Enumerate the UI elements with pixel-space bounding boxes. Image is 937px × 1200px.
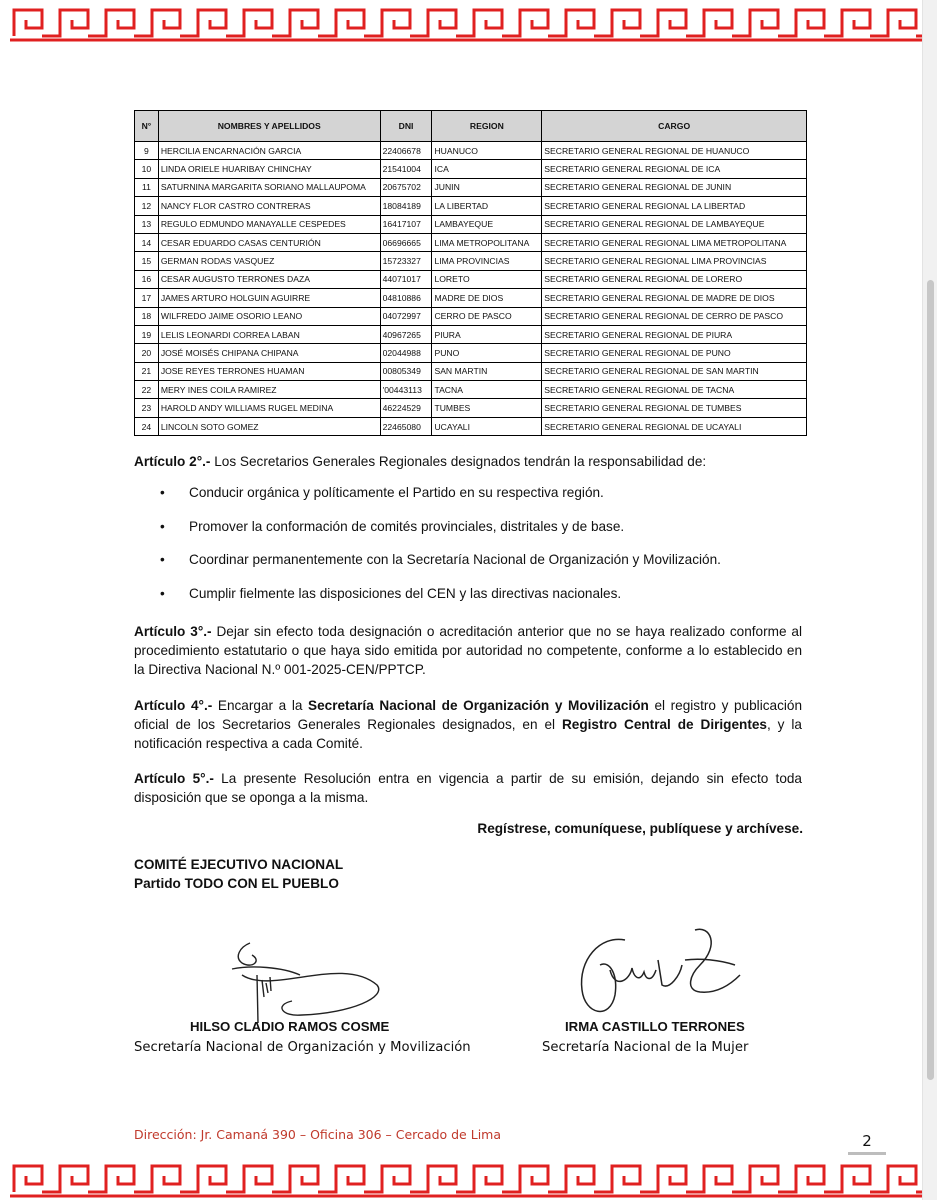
cell-dni: 40967265 [380,325,432,343]
cell-name: REGULO EDMUNDO MANAYALLE CESPEDES [158,215,380,233]
bullet-icon: • [160,518,165,534]
header-number: N° [135,111,159,142]
cell-dni: 22465080 [380,417,432,435]
scrollbar-track[interactable] [922,0,937,1200]
cell-dni: 44071017 [380,270,432,288]
cell-name: MERY INES COILA RAMIREZ [158,381,380,399]
cell-dni: 06696665 [380,233,432,251]
signature-right-image [570,920,745,1025]
page-number: 2 [848,1132,886,1155]
greek-key-pattern [10,1166,934,1196]
cell-cargo: SECRETARIO GENERAL REGIONAL DE JUNIN [542,178,807,196]
cell-name: CESAR EDUARDO CASAS CENTURIÓN [158,233,380,251]
cell-name: HAROLD ANDY WILLIAMS RUGEL MEDINA [158,399,380,417]
table-row [135,289,807,307]
cell-region: TUMBES [432,399,542,417]
table-row [135,381,807,399]
cell-number: 13 [135,215,159,233]
signatory-1-role: Secretaría Nacional de Organización y Movilización [134,1040,471,1055]
cell-name: NANCY FLOR CASTRO CONTRERAS [158,197,380,215]
bullet-icon: • [160,552,165,567]
cell-name: LINDA ORIELE HUARIBAY CHINCHAY [158,160,380,178]
cell-region: CERRO DE PASCO [432,307,542,325]
cell-region: SAN MARTIN [432,362,542,380]
cell-dni: 04072997 [380,307,432,325]
cell-region: HUANUCO [432,142,542,160]
cell-name: GERMAN RODAS VASQUEZ [158,252,380,270]
cell-cargo: SECRETARIO GENERAL REGIONAL DE TUMBES [542,399,807,417]
bullet-icon: • [160,585,165,601]
article-5: Artículo 5°.- La presente Resolución entra en vigencia a partir de su emisión, dejando sin efecto toda disposición que se oponga a la misma. [134,771,802,805]
table-row [135,307,807,325]
cell-cargo: SECRETARIO GENERAL REGIONAL DE PUNO [542,344,807,362]
cell-number: 10 [135,160,159,178]
table-row [135,215,807,233]
cell-cargo: SECRETARIO GENERAL REGIONAL DE MADRE DE DIOS [542,289,807,307]
responsibilities-list [160,483,721,617]
cell-region: LIMA PROVINCIAS [432,252,542,270]
cell-number: 11 [135,178,159,196]
cell-number: 15 [135,252,159,270]
greek-key-pattern [10,10,934,40]
cell-name: WILFREDO JAIME OSORIO LEANO [158,307,380,325]
cell-region: LIMA METROPOLITANA [432,233,542,251]
header-region: REGION [432,111,542,142]
top-decorative-border [0,0,937,44]
bullet-icon: • [160,485,165,500]
cell-number: 19 [135,325,159,343]
cell-cargo: SECRETARIO GENERAL REGIONAL DE LORERO [542,270,807,288]
cell-region: MADRE DE DIOS [432,289,542,307]
cell-name: HERCILIA ENCARNACIÓN GARCIA [158,142,380,160]
committee-block [134,855,343,893]
cell-dni: '00443113 [380,381,432,399]
table-row [135,252,807,270]
cell-region: JUNIN [432,178,542,196]
cell-name: JOSE REYES TERRONES HUAMAN [158,362,380,380]
signatory-1-name: HILSO CLADIO RAMOS COSME [190,1019,390,1034]
cell-number: 18 [135,307,159,325]
article-4: Artículo 4°.- Encargar a la Secretaría Nacional de Organización y Movilización el registro y publicación oficial de los Secretarios Generales Regionales designados, en el Registro Central de Dirigentes, y la notificación respectiva a cada Comité. [134,698,803,751]
cell-name: LINCOLN SOTO GOMEZ [158,417,380,435]
table-row [135,344,807,362]
cell-number: 12 [135,197,159,215]
signature-left-image [222,935,387,1025]
cell-number: 22 [135,381,159,399]
cell-dni: 04810886 [380,289,432,307]
cell-number: 20 [135,344,159,362]
table-row [135,270,807,288]
cell-region: ICA [432,160,542,178]
article-3: Artículo 3°.- Dejar sin efecto toda designación o acreditación anterior que no se haya realizado conforme al procedimiento estatutario o que haya sido emitida por autoridad no competente, conforme a lo establecido en la Directiva Nacional N.º 001-2025-CEN/PPTCP. [134,624,802,677]
cell-dni: 02044988 [380,344,432,362]
bottom-decorative-border [0,1156,937,1200]
cell-dni: 18084189 [380,197,432,215]
cell-dni: 20675702 [380,178,432,196]
signatory-2-name: IRMA CASTILLO TERRONES [565,1019,745,1034]
header-names: NOMBRES Y APELLIDOS [158,111,380,142]
cell-cargo: SECRETARIO GENERAL REGIONAL LIMA METROPOLITANA [542,233,807,251]
cell-cargo: SECRETARIO GENERAL REGIONAL DE CERRO DE PASCO [542,307,807,325]
cell-number: 24 [135,417,159,435]
cell-name: LELIS LEONARDI CORREA LABAN [158,325,380,343]
list-item: • Conducir orgánica y políticamente el Partido en su respectiva región. [160,485,604,500]
table-row [135,417,807,435]
cell-dni: 16417107 [380,215,432,233]
table-row [135,197,807,215]
cell-number: 23 [135,399,159,417]
cell-region: TACNA [432,381,542,399]
table-row [135,325,807,343]
cell-name: JAMES ARTURO HOLGUIN AGUIRRE [158,289,380,307]
list-item: • Coordinar permanentemente con la Secretaría Nacional de Organización y Movilización. [160,552,721,567]
cell-dni: 22406678 [380,142,432,160]
regional-secretaries-table [134,110,807,436]
cell-name: JOSÉ MOISÉS CHIPANA CHIPANA [158,344,380,362]
table-row [135,160,807,178]
signatory-2-role: Secretaría Nacional de la Mujer [542,1040,749,1055]
cell-cargo: SECRETARIO GENERAL REGIONAL DE LAMBAYEQUE [542,215,807,233]
cell-region: LORETO [432,270,542,288]
closing-formula: Regístrese, comuníquese, publíquese y archívese. [477,821,803,836]
cell-number: 21 [135,362,159,380]
cell-cargo: SECRETARIO GENERAL REGIONAL DE SAN MARTIN [542,362,807,380]
cell-cargo: SECRETARIO GENERAL REGIONAL DE TACNA [542,381,807,399]
list-item: • Cumplir fielmente las disposiciones del CEN y las directivas nacionales. [160,585,622,601]
cell-region: UCAYALI [432,417,542,435]
cell-name: SATURNINA MARGARITA SORIANO MALLAUPOMA [158,178,380,196]
cell-name: CESAR AUGUSTO TERRONES DAZA [158,270,380,288]
cell-cargo: SECRETARIO GENERAL REGIONAL LA LIBERTAD [542,197,807,215]
cell-cargo: SECRETARIO GENERAL REGIONAL DE PIURA [542,325,807,343]
list-item: • Promover la conformación de comités provinciales, distritales y de base. [160,518,625,534]
cell-dni: 21541004 [380,160,432,178]
table-row [135,142,807,160]
cell-dni: 15723327 [380,252,432,270]
table-row [135,233,807,251]
table-row [135,362,807,380]
cell-region: PIURA [432,325,542,343]
committee-line-2: Partido TODO CON EL PUEBLO [134,876,339,891]
article-2-intro: Artículo 2°.- Los Secretarios Generales Regionales designados tendrán la responsabilidad de: [134,454,707,469]
cell-cargo: SECRETARIO GENERAL REGIONAL DE HUANUCO [542,142,807,160]
cell-region: LAMBAYEQUE [432,215,542,233]
cell-dni: 00805349 [380,362,432,380]
scrollbar-thumb[interactable] [927,280,934,1080]
cell-number: 16 [135,270,159,288]
footer-address: Dirección: Jr. Camaná 390 – Oficina 306 – Cercado de Lima [134,1127,501,1142]
committee-line-1: COMITÉ EJECUTIVO NACIONAL [134,857,344,872]
cell-region: LA LIBERTAD [432,197,542,215]
cell-region: PUNO [432,344,542,362]
cell-number: 14 [135,233,159,251]
cell-cargo: SECRETARIO GENERAL REGIONAL DE UCAYALI [542,417,807,435]
header-cargo: CARGO [542,111,807,142]
cell-number: 9 [135,142,159,160]
table-row [135,178,807,196]
table-row [135,399,807,417]
header-dni: DNI [380,111,432,142]
cell-cargo: SECRETARIO GENERAL REGIONAL DE ICA [542,160,807,178]
cell-number: 17 [135,289,159,307]
cell-cargo: SECRETARIO GENERAL REGIONAL LIMA PROVINCIAS [542,252,807,270]
table-header-row [135,111,807,142]
cell-dni: 46224529 [380,399,432,417]
